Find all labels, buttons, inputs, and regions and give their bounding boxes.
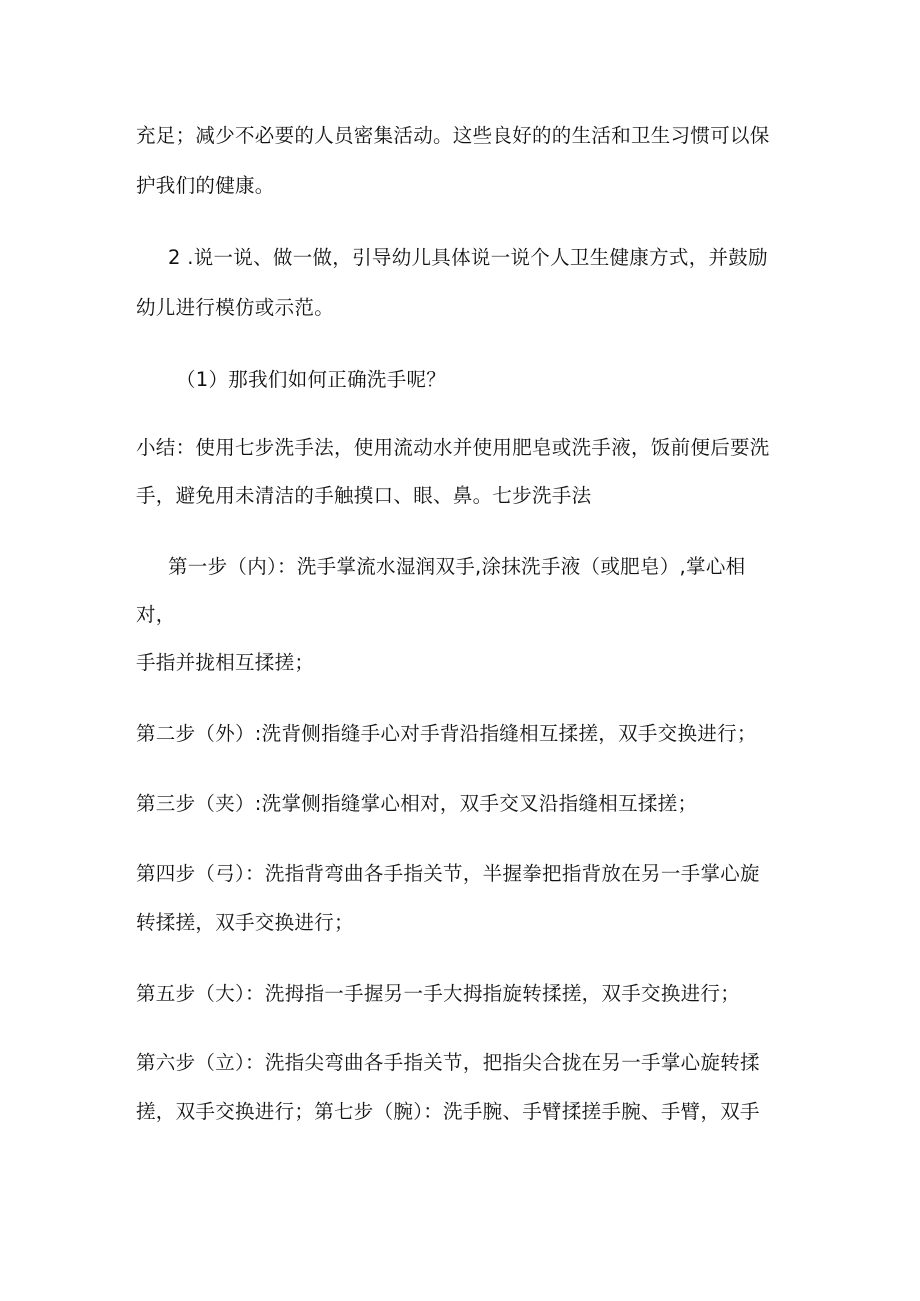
text-line: （1）那我们如何正确洗手呢？ xyxy=(176,368,447,391)
text-line: 第一步（内）：洗手掌流水湿润双手,涂抹洗手液（或肥皂）,掌心相 xyxy=(168,555,746,578)
text-line: 转揉搓，双手交换进行； xyxy=(136,911,354,934)
text-line: 对， xyxy=(136,603,176,626)
text-line: 护我们的健康。 xyxy=(136,174,275,197)
text-line: 手指并拢相互揉搓； xyxy=(136,651,315,674)
text-line: 第六步（立）：洗指尖弯曲各手指关节，把指尖合拢在另一手掌心旋转揉 xyxy=(136,1051,760,1074)
text-line: 第五步（大）：洗拇指一手握另一手大拇指旋转揉搓，双手交换进行； xyxy=(136,982,741,1005)
text-line: 第二步（外）:洗背侧指缝手心对手背沿指缝相互揉搓，双手交换进行； xyxy=(136,722,757,745)
text-line: 幼儿进行模仿或示范。 xyxy=(136,296,335,319)
text-line: 第三步（夹）:洗掌侧指缝掌心相对，双手交叉沿指缝相互揉搓； xyxy=(136,792,698,815)
text-line: 充足；减少不必要的人员密集活动。这些良好的的生活和卫生习惯可以保 xyxy=(136,124,770,147)
text-line: 第四步（弓）：洗指背弯曲各手指关节，半握拳把指背放在另一手掌心旋 xyxy=(136,862,760,885)
text-line: 2 .说一说、做一做，引导幼儿具体说一说个人卫生健康方式，并鼓励 xyxy=(168,246,768,269)
text-line: 小结：使用七步洗手法，使用流动水并使用肥皂或洗手液，饭前便后要洗 xyxy=(136,436,770,459)
text-line: 搓，双手交换进行；第七步（腕）：洗手腕、手臂揉搓手腕、手臂，双手 xyxy=(136,1100,760,1123)
text-line: 手，避免用未清洁的手触摸口、眼、鼻。七步洗手法 xyxy=(136,484,592,507)
